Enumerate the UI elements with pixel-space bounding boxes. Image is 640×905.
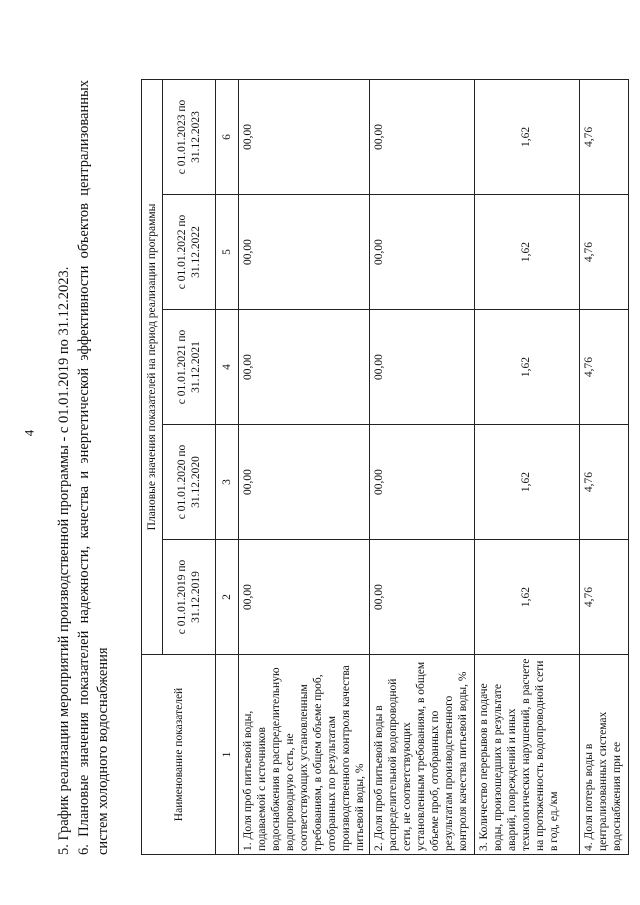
indicator-value: 00,00 [239, 195, 370, 310]
table-row [580, 79, 629, 854]
indicator-value: 1,62 [475, 195, 580, 310]
indicator-name: 1. Доля проб питьевой воды, подаваемой с источников водоснабжения в распределительную водопроводную сеть, не соответствующих установленным требованиям, в общем объеме проб, отобранных по результатам производственного контроля качества питьевой воды, % [239, 655, 370, 855]
rotated-page-content [55, 80, 640, 855]
indicator-value: 4,76 [580, 195, 629, 310]
column-number: 2 [216, 540, 239, 655]
period-header: с 01.01.2019 по 31.12.2019 [163, 540, 216, 655]
indicator-name: 3. Количество перерывов в подаче воды, произошедших в результате аварий, повреждений и иных технологических нарушений, в расчете на протяженность водопроводной сети в год, ед./км [475, 655, 580, 855]
indicator-value: 1,62 [475, 79, 580, 194]
column-number: 5 [216, 195, 239, 310]
indicator-value: 4,76 [580, 310, 629, 425]
indicator-value: 00,00 [370, 195, 475, 310]
indicator-value: 00,00 [370, 540, 475, 655]
indicator-value: 00,00 [239, 310, 370, 425]
page-number: 4 [21, 429, 37, 437]
indicator-value: 00,00 [370, 310, 475, 425]
period-header: с 01.01.2023 по 31.12.2023 [163, 79, 216, 194]
period-header: с 01.01.2021 по 31.12.2021 [163, 310, 216, 425]
indicator-value: 1,62 [475, 310, 580, 425]
column-number-row [216, 79, 239, 854]
indicator-value: 4,76 [580, 540, 629, 655]
indicator-value: 00,00 [370, 425, 475, 540]
column-number: 6 [216, 79, 239, 194]
indicator-value: 1,62 [475, 425, 580, 540]
indicator-value: 00,00 [239, 79, 370, 194]
period-header: с 01.01.2022 по 31.12.2022 [163, 195, 216, 310]
indicator-value: 1,62 [475, 540, 580, 655]
indicator-value: 4,76 [580, 425, 629, 540]
indicators-table [141, 79, 629, 855]
table-row [239, 79, 370, 854]
indicator-value: 00,00 [239, 540, 370, 655]
table-row [370, 79, 475, 854]
column-number: 4 [216, 310, 239, 425]
section-heading-schedule: 5. График реализации мероприятий производственной программы - с 01.01.2019 по 31.12.2023. [56, 266, 72, 855]
column-number: 1 [216, 655, 239, 855]
table-header-row [142, 79, 163, 854]
period-header: с 01.01.2020 по 31.12.2020 [163, 425, 216, 540]
indicator-name: 4. Доля потерь воды в централизованных системах водоснабжения при ее [580, 655, 629, 855]
planned-values-header: Плановые значения показателей на период реализации программы [142, 79, 163, 654]
indicator-value: 00,00 [370, 79, 475, 194]
column-number: 3 [216, 425, 239, 540]
table-row [475, 79, 580, 854]
indicator-name: 2. Доля проб питьевой воды в распределительной водопроводной сети, не соответствующих установленным требованиям, в общем объеме проб, отобранных по результатам производственного контроля качества питьевой воды, % [370, 655, 475, 855]
indicator-value: 00,00 [239, 425, 370, 540]
indicator-value: 4,76 [580, 79, 629, 194]
indicator-name-header: Наименование показателей [142, 655, 216, 855]
section-heading-indicators: 6. Плановые значения показателей надежности, качества и энергетической эффективности объектов централизованных систем холодного водоснабжения [76, 80, 111, 855]
